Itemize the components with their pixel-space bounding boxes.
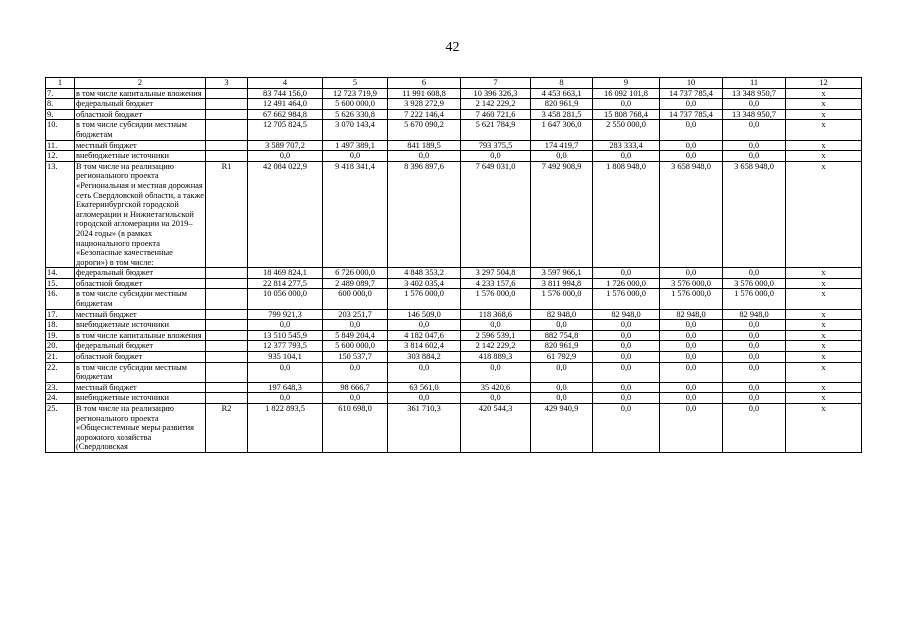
- value-cell: 18 469 824,1: [248, 268, 323, 279]
- value-cell: 1 576 000,0: [660, 289, 723, 309]
- value-cell: 5 626 330,8: [323, 109, 388, 120]
- table-row: [46, 109, 862, 120]
- table-row: [46, 309, 862, 320]
- value-cell: 14 737 785,4: [660, 109, 723, 120]
- value-cell: 1 576 000,0: [723, 289, 786, 309]
- value-cell: 3 402 035,4: [388, 278, 461, 289]
- header-cell: 4: [248, 78, 323, 89]
- table-row: [46, 404, 862, 453]
- value-cell: 0,0: [593, 352, 660, 363]
- row-name-cell: областной бюджет: [75, 278, 206, 289]
- value-cell: x: [786, 99, 862, 110]
- table-row: [46, 320, 862, 331]
- value-cell: 197 648,3: [248, 382, 323, 393]
- value-cell: 3 928 272,9: [388, 99, 461, 110]
- value-cell: 0,0: [531, 151, 593, 162]
- value-cell: 0,0: [660, 393, 723, 404]
- row-code-cell: [206, 109, 248, 120]
- row-number-cell: 12.: [46, 151, 75, 162]
- value-cell: 0,0: [388, 320, 461, 331]
- row-number-cell: 17.: [46, 309, 75, 320]
- value-cell: 67 662 984,8: [248, 109, 323, 120]
- value-cell: 5 600 000,0: [323, 99, 388, 110]
- row-name-cell: в том числе капитальные вложения: [75, 330, 206, 341]
- value-cell: 0,0: [593, 382, 660, 393]
- value-cell: 0,0: [593, 330, 660, 341]
- value-cell: 42 084 022,9: [248, 161, 323, 268]
- value-cell: 12 491 464,0: [248, 99, 323, 110]
- table-row: [46, 352, 862, 363]
- value-cell: 13 510 545,9: [248, 330, 323, 341]
- table-row: [46, 289, 862, 309]
- value-cell: 935 104,1: [248, 352, 323, 363]
- value-cell: 0,0: [723, 382, 786, 393]
- value-cell: 1 576 000,0: [531, 289, 593, 309]
- row-number-cell: 20.: [46, 341, 75, 352]
- row-code-cell: [206, 99, 248, 110]
- value-cell: 22 814 277,5: [248, 278, 323, 289]
- value-cell: 13 348 950,7: [723, 88, 786, 99]
- value-cell: 0,0: [723, 404, 786, 453]
- value-cell: 3 589 707,2: [248, 140, 323, 151]
- value-cell: 0,0: [723, 151, 786, 162]
- header-cell: 9: [593, 78, 660, 89]
- value-cell: x: [786, 404, 862, 453]
- value-cell: 63 561,0: [388, 382, 461, 393]
- value-cell: 12 377 793,5: [248, 341, 323, 352]
- row-number-cell: 15.: [46, 278, 75, 289]
- value-cell: 3 576 000,0: [660, 278, 723, 289]
- table-row: [46, 140, 862, 151]
- value-cell: x: [786, 309, 862, 320]
- value-cell: 0,0: [593, 404, 660, 453]
- value-cell: 2 142 229,2: [461, 341, 531, 352]
- value-cell: 0,0: [593, 362, 660, 382]
- value-cell: 1 647 306,0: [531, 120, 593, 140]
- value-cell: 3 070 143,4: [323, 120, 388, 140]
- value-cell: 5 600 000,0: [323, 341, 388, 352]
- value-cell: 16 092 101,8: [593, 88, 660, 99]
- value-cell: 1 808 948,0: [593, 161, 660, 268]
- header-cell: 1: [46, 78, 75, 89]
- value-cell: x: [786, 140, 862, 151]
- table-row: [46, 88, 862, 99]
- value-cell: 14 737 785,4: [660, 88, 723, 99]
- value-cell: 0,0: [593, 151, 660, 162]
- value-cell: 0,0: [593, 341, 660, 352]
- row-code-cell: [206, 341, 248, 352]
- row-code-cell: [206, 120, 248, 140]
- value-cell: 0,0: [660, 382, 723, 393]
- value-cell: 82 948,0: [531, 309, 593, 320]
- value-cell: 0,0: [248, 362, 323, 382]
- value-cell: 3 811 994,8: [531, 278, 593, 289]
- value-cell: 0,0: [461, 362, 531, 382]
- value-cell: 0,0: [593, 320, 660, 331]
- value-cell: x: [786, 320, 862, 331]
- value-cell: 146 509,0: [388, 309, 461, 320]
- budget-table: [45, 77, 862, 453]
- row-number-cell: 10.: [46, 120, 75, 140]
- value-cell: 4 233 157,6: [461, 278, 531, 289]
- row-number-cell: 14.: [46, 268, 75, 279]
- value-cell: 0,0: [723, 362, 786, 382]
- value-cell: 420 544,3: [461, 404, 531, 453]
- row-name-cell: внебюджетные источники: [75, 151, 206, 162]
- value-cell: 6 726 000,0: [323, 268, 388, 279]
- header-cell: 12: [786, 78, 862, 89]
- value-cell: 600 000,0: [323, 289, 388, 309]
- value-cell: 429 940,9: [531, 404, 593, 453]
- value-cell: 0,0: [323, 393, 388, 404]
- row-name-cell: в том числе субсидии местным бюджетам: [75, 120, 206, 140]
- value-cell: 1 576 000,0: [461, 289, 531, 309]
- value-cell: 11 991 608,8: [388, 88, 461, 99]
- table-row: [46, 393, 862, 404]
- value-cell: 98 666,7: [323, 382, 388, 393]
- row-code-cell: [206, 382, 248, 393]
- row-code-cell: [206, 362, 248, 382]
- table-row: [46, 382, 862, 393]
- value-cell: 3 814 602,4: [388, 341, 461, 352]
- header-cell: 5: [323, 78, 388, 89]
- value-cell: 3 658 948,0: [660, 161, 723, 268]
- row-number-cell: 19.: [46, 330, 75, 341]
- value-cell: 5 849 204,4: [323, 330, 388, 341]
- value-cell: 1 497 389,1: [323, 140, 388, 151]
- value-cell: 7 460 721,6: [461, 109, 531, 120]
- value-cell: 0,0: [323, 320, 388, 331]
- row-name-cell: местный бюджет: [75, 140, 206, 151]
- row-name-cell: внебюджетные источники: [75, 393, 206, 404]
- row-name-cell: местный бюджет: [75, 382, 206, 393]
- row-name-cell: областной бюджет: [75, 352, 206, 363]
- value-cell: 0,0: [723, 320, 786, 331]
- value-cell: x: [786, 120, 862, 140]
- row-name-cell: в том числе капитальные вложения: [75, 88, 206, 99]
- value-cell: 799 921,3: [248, 309, 323, 320]
- value-cell: 0,0: [660, 140, 723, 151]
- value-cell: x: [786, 330, 862, 341]
- value-cell: x: [786, 151, 862, 162]
- value-cell: 3 658 948,0: [723, 161, 786, 268]
- value-cell: 118 368,6: [461, 309, 531, 320]
- value-cell: 0,0: [660, 320, 723, 331]
- value-cell: 150 537,7: [323, 352, 388, 363]
- value-cell: 0,0: [723, 352, 786, 363]
- value-cell: 35 420,6: [461, 382, 531, 393]
- row-name-cell: федеральный бюджет: [75, 99, 206, 110]
- value-cell: 10 056 000,0: [248, 289, 323, 309]
- value-cell: 0,0: [531, 362, 593, 382]
- value-cell: 0,0: [388, 151, 461, 162]
- value-cell: 0,0: [461, 320, 531, 331]
- row-name-cell: федеральный бюджет: [75, 268, 206, 279]
- header-cell: 10: [660, 78, 723, 89]
- header-cell: 11: [723, 78, 786, 89]
- header-cell: 2: [75, 78, 206, 89]
- value-cell: 841 189,5: [388, 140, 461, 151]
- row-code-cell: R2: [206, 404, 248, 453]
- row-number-cell: 21.: [46, 352, 75, 363]
- value-cell: 5 670 090,2: [388, 120, 461, 140]
- value-cell: 8 396 897,6: [388, 161, 461, 268]
- table-row: [46, 151, 862, 162]
- value-cell: 1 822 893,5: [248, 404, 323, 453]
- value-cell: 0,0: [388, 393, 461, 404]
- header-row: [46, 78, 862, 89]
- value-cell: 3 458 281,5: [531, 109, 593, 120]
- value-cell: 0,0: [323, 151, 388, 162]
- value-cell: 0,0: [461, 151, 531, 162]
- value-cell: x: [786, 278, 862, 289]
- value-cell: 0,0: [660, 352, 723, 363]
- value-cell: 0,0: [388, 362, 461, 382]
- value-cell: 2 550 000,0: [593, 120, 660, 140]
- value-cell: 12 723 719,9: [323, 88, 388, 99]
- row-number-cell: 22.: [46, 362, 75, 382]
- value-cell: 4 848 353,2: [388, 268, 461, 279]
- table-row: [46, 99, 862, 110]
- value-cell: 0,0: [660, 404, 723, 453]
- value-cell: x: [786, 352, 862, 363]
- value-cell: 3 297 504,8: [461, 268, 531, 279]
- row-number-cell: 9.: [46, 109, 75, 120]
- value-cell: 610 698,0: [323, 404, 388, 453]
- value-cell: 361 710,3: [388, 404, 461, 453]
- value-cell: 882 754,8: [531, 330, 593, 341]
- row-code-cell: [206, 352, 248, 363]
- value-cell: x: [786, 268, 862, 279]
- row-number-cell: 18.: [46, 320, 75, 331]
- value-cell: 0,0: [723, 268, 786, 279]
- value-cell: 0,0: [723, 341, 786, 352]
- value-cell: 0,0: [660, 341, 723, 352]
- value-cell: 303 884,2: [388, 352, 461, 363]
- value-cell: 0,0: [723, 99, 786, 110]
- table-row: [46, 341, 862, 352]
- row-number-cell: 11.: [46, 140, 75, 151]
- value-cell: 0,0: [723, 140, 786, 151]
- row-code-cell: [206, 309, 248, 320]
- row-number-cell: 24.: [46, 393, 75, 404]
- value-cell: 0,0: [660, 268, 723, 279]
- value-cell: x: [786, 289, 862, 309]
- value-cell: x: [786, 362, 862, 382]
- value-cell: 0,0: [593, 268, 660, 279]
- row-number-cell: 25.: [46, 404, 75, 453]
- value-cell: 0,0: [461, 393, 531, 404]
- value-cell: 83 744 156,0: [248, 88, 323, 99]
- value-cell: 0,0: [593, 99, 660, 110]
- value-cell: 0,0: [660, 151, 723, 162]
- value-cell: 1 726 000,0: [593, 278, 660, 289]
- value-cell: 2 489 089,7: [323, 278, 388, 289]
- row-code-cell: [206, 278, 248, 289]
- value-cell: 2 596 539,1: [461, 330, 531, 341]
- value-cell: 82 948,0: [723, 309, 786, 320]
- value-cell: 9 418 341,4: [323, 161, 388, 268]
- value-cell: 0,0: [660, 362, 723, 382]
- row-number-cell: 23.: [46, 382, 75, 393]
- value-cell: 0,0: [531, 393, 593, 404]
- value-cell: 2 142 229,2: [461, 99, 531, 110]
- value-cell: 418 889,3: [461, 352, 531, 363]
- value-cell: 15 808 768,4: [593, 109, 660, 120]
- row-name-cell: в том числе субсидии местным бюджетам: [75, 289, 206, 309]
- value-cell: 7 492 908,9: [531, 161, 593, 268]
- value-cell: x: [786, 161, 862, 268]
- row-name-cell: В том числе на реализацию регионального проекта «Общесистемные меры развития дорожного хозяйства (Свердловская: [75, 404, 206, 453]
- row-name-cell: областной бюджет: [75, 109, 206, 120]
- value-cell: x: [786, 88, 862, 99]
- value-cell: x: [786, 393, 862, 404]
- table-body: [46, 78, 862, 453]
- table-row: [46, 161, 862, 268]
- value-cell: 82 948,0: [660, 309, 723, 320]
- row-code-cell: [206, 289, 248, 309]
- value-cell: 0,0: [660, 120, 723, 140]
- value-cell: 0,0: [323, 362, 388, 382]
- table-row: [46, 362, 862, 382]
- row-code-cell: [206, 330, 248, 341]
- row-code-cell: [206, 151, 248, 162]
- value-cell: 13 348 950,7: [723, 109, 786, 120]
- value-cell: x: [786, 109, 862, 120]
- value-cell: 0,0: [531, 320, 593, 331]
- header-cell: 6: [388, 78, 461, 89]
- row-name-cell: внебюджетные источники: [75, 320, 206, 331]
- row-code-cell: [206, 140, 248, 151]
- row-number-cell: 7.: [46, 88, 75, 99]
- row-number-cell: 8.: [46, 99, 75, 110]
- value-cell: 0,0: [723, 330, 786, 341]
- value-cell: 1 576 000,0: [388, 289, 461, 309]
- value-cell: 5 621 784,9: [461, 120, 531, 140]
- table-row: [46, 268, 862, 279]
- value-cell: 0,0: [531, 382, 593, 393]
- value-cell: 10 396 326,3: [461, 88, 531, 99]
- value-cell: 4 453 663,1: [531, 88, 593, 99]
- row-code-cell: [206, 393, 248, 404]
- value-cell: 283 333,4: [593, 140, 660, 151]
- table-row: [46, 120, 862, 140]
- value-cell: 0,0: [723, 120, 786, 140]
- value-cell: x: [786, 382, 862, 393]
- value-cell: 0,0: [248, 151, 323, 162]
- table-row: [46, 330, 862, 341]
- value-cell: 793 375,5: [461, 140, 531, 151]
- value-cell: 0,0: [248, 320, 323, 331]
- value-cell: 4 182 047,6: [388, 330, 461, 341]
- value-cell: 61 792,9: [531, 352, 593, 363]
- page-number: 42: [445, 40, 460, 55]
- row-code-cell: [206, 88, 248, 99]
- value-cell: 0,0: [248, 393, 323, 404]
- row-number-cell: 16.: [46, 289, 75, 309]
- value-cell: 7 649 031,0: [461, 161, 531, 268]
- value-cell: 820 961,9: [531, 99, 593, 110]
- value-cell: 3 597 966,1: [531, 268, 593, 279]
- value-cell: 7 222 146,4: [388, 109, 461, 120]
- table-row: [46, 278, 862, 289]
- row-name-cell: в том числе субсидии местным бюджетам: [75, 362, 206, 382]
- row-code-cell: [206, 320, 248, 331]
- row-name-cell: местный бюджет: [75, 309, 206, 320]
- header-cell: 8: [531, 78, 593, 89]
- value-cell: 0,0: [593, 393, 660, 404]
- row-name-cell: В том числе на реализацию регионального проекта «Региональная и местная дорожная сеть Свердловской области, а также Екатеринбургской городской агломерации и Нижнетагильской городской агломерации на 2019–2024 годы» (в рамках национального проекта «Безопасные качественные дороги») в том числе:: [76, 161, 204, 267]
- value-cell: 174 419,7: [531, 140, 593, 151]
- value-cell: x: [786, 341, 862, 352]
- row-code-cell: R1: [206, 161, 248, 268]
- row-code-cell: [206, 268, 248, 279]
- value-cell: 12 705 824,5: [248, 120, 323, 140]
- value-cell: 82 948,0: [593, 309, 660, 320]
- value-cell: 3 576 000,0: [723, 278, 786, 289]
- value-cell: 0,0: [660, 330, 723, 341]
- value-cell: 820 961,9: [531, 341, 593, 352]
- value-cell: 203 251,7: [323, 309, 388, 320]
- row-name-cell: федеральный бюджет: [75, 341, 206, 352]
- value-cell: 1 576 000,0: [593, 289, 660, 309]
- row-number-cell: 13.: [46, 161, 75, 268]
- header-cell: 7: [461, 78, 531, 89]
- header-cell: 3: [206, 78, 248, 89]
- value-cell: 0,0: [660, 99, 723, 110]
- value-cell: 0,0: [723, 393, 786, 404]
